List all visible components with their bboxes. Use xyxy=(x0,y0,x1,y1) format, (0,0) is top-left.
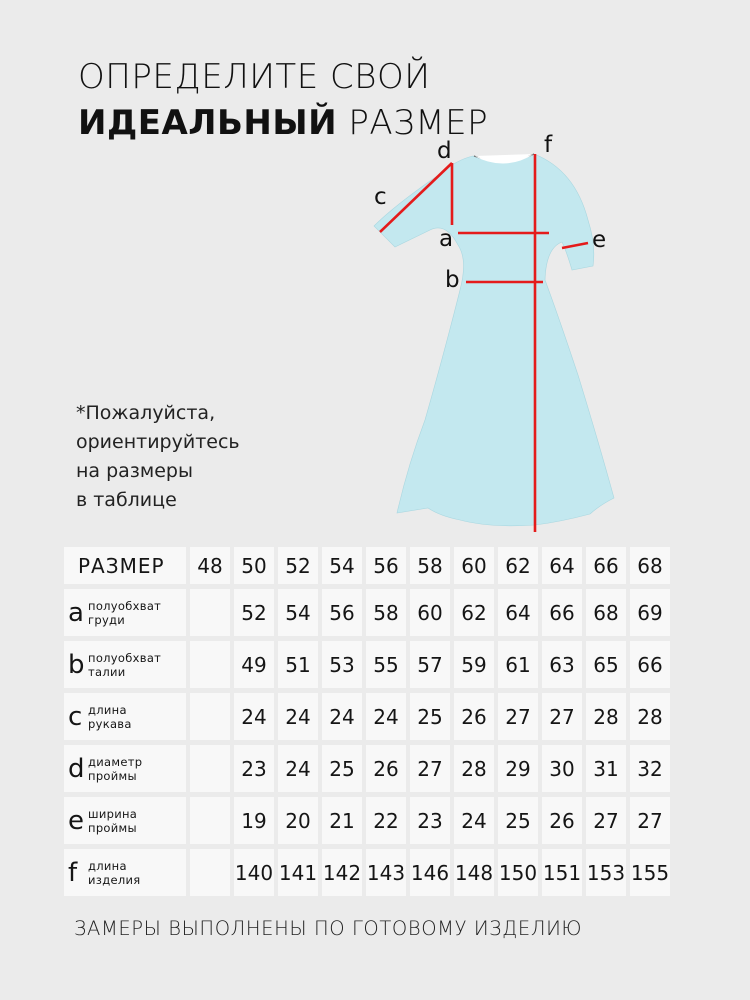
table-cell xyxy=(190,797,230,844)
table-cell: 27 xyxy=(586,797,626,844)
table-cell: 49 xyxy=(234,641,274,688)
size-table xyxy=(60,542,674,901)
table-row-c xyxy=(64,693,670,740)
table-cell: 57 xyxy=(410,641,450,688)
table-cell: 59 xyxy=(454,641,494,688)
title-line-1: ОПРЕДЕЛИТЕ СВОЙ xyxy=(78,57,431,97)
table-cell: 32 xyxy=(630,745,670,792)
table-row-b xyxy=(64,641,670,688)
table-cell: 65 xyxy=(586,641,626,688)
size-header-cell: 52 xyxy=(278,547,318,584)
desc-line: рукава xyxy=(88,716,132,731)
desc-line: длина xyxy=(88,702,127,717)
table-cell: 53 xyxy=(322,641,362,688)
table-cell: 23 xyxy=(234,745,274,792)
size-note xyxy=(76,399,240,515)
table-cell: 23 xyxy=(410,797,450,844)
desc-line: длина xyxy=(88,858,127,873)
table-cell: 58 xyxy=(366,589,406,636)
table-cell: 28 xyxy=(454,745,494,792)
label-a: a xyxy=(439,226,454,252)
title-bold-word: ИДЕАЛЬНЫЙ xyxy=(78,103,338,143)
size-header-cell: 50 xyxy=(234,547,274,584)
table-cell: 25 xyxy=(322,745,362,792)
desc-line: ширина xyxy=(88,806,138,821)
table-cell: 66 xyxy=(542,589,582,636)
table-cell: 24 xyxy=(454,797,494,844)
table-cell: 55 xyxy=(366,641,406,688)
table-cell: 29 xyxy=(498,745,538,792)
label-c: c xyxy=(374,184,387,210)
desc-line: полуобхват xyxy=(88,650,162,665)
desc-line: диаметр xyxy=(88,754,143,769)
note-line: на размеры xyxy=(76,460,193,482)
table-cell: 143 xyxy=(366,849,406,896)
size-header-cell: 64 xyxy=(542,547,582,584)
row-label xyxy=(64,589,186,636)
desc-line: груди xyxy=(88,612,126,627)
label-f: f xyxy=(544,132,553,158)
table-cell: 66 xyxy=(630,641,670,688)
table-cell: 27 xyxy=(542,693,582,740)
row-label xyxy=(64,641,186,688)
table-cell: 28 xyxy=(630,693,670,740)
row-letter: f xyxy=(68,857,78,888)
table-cell xyxy=(190,589,230,636)
table-cell: 62 xyxy=(454,589,494,636)
desc-line: полуобхват xyxy=(88,598,162,613)
table-cell: 28 xyxy=(586,693,626,740)
table-cell: 27 xyxy=(410,745,450,792)
label-b: b xyxy=(445,267,460,293)
size-header-cell: 56 xyxy=(366,547,406,584)
title-regular-word: РАЗМЕР xyxy=(348,103,489,143)
table-cell xyxy=(190,641,230,688)
desc-line: проймы xyxy=(88,820,137,835)
table-cell: 153 xyxy=(586,849,626,896)
table-row-f xyxy=(64,849,670,896)
size-header-cell: 68 xyxy=(630,547,670,584)
size-header-cell: 62 xyxy=(498,547,538,584)
row-letter: a xyxy=(68,597,84,628)
table-cell: 25 xyxy=(410,693,450,740)
row-description xyxy=(88,807,137,835)
row-letter: c xyxy=(68,701,83,732)
table-row-a xyxy=(64,589,670,636)
table-cell: 27 xyxy=(630,797,670,844)
row-description xyxy=(88,651,161,679)
table-cell: 19 xyxy=(234,797,274,844)
table-row-d xyxy=(64,745,670,792)
desc-line: талии xyxy=(88,664,126,679)
table-cell xyxy=(190,849,230,896)
table-cell: 146 xyxy=(410,849,450,896)
dress-measurement-diagram xyxy=(360,130,640,540)
desc-line: проймы xyxy=(88,768,137,783)
table-cell: 20 xyxy=(278,797,318,844)
table-cell: 51 xyxy=(278,641,318,688)
size-header-cell: 66 xyxy=(586,547,626,584)
row-label xyxy=(64,849,186,896)
row-label xyxy=(64,693,186,740)
table-cell: 22 xyxy=(366,797,406,844)
table-cell: 24 xyxy=(322,693,362,740)
row-label xyxy=(64,745,186,792)
note-line: *Пожалуйста, xyxy=(76,402,216,424)
row-letter: d xyxy=(68,753,85,784)
table-cell: 142 xyxy=(322,849,362,896)
table-cell: 24 xyxy=(278,693,318,740)
table-cell: 26 xyxy=(366,745,406,792)
note-line: ориентируйтесь xyxy=(76,431,240,453)
size-header-cell: 54 xyxy=(322,547,362,584)
table-cell: 60 xyxy=(410,589,450,636)
label-d: d xyxy=(437,138,452,164)
table-cell: 26 xyxy=(454,693,494,740)
table-cell: 24 xyxy=(366,693,406,740)
dress-shape xyxy=(374,154,614,526)
table-cell: 52 xyxy=(234,589,274,636)
table-cell: 24 xyxy=(278,745,318,792)
table-cell: 64 xyxy=(498,589,538,636)
row-letter: b xyxy=(68,649,85,680)
table-cell: 30 xyxy=(542,745,582,792)
size-header-cell: 58 xyxy=(410,547,450,584)
table-cell: 21 xyxy=(322,797,362,844)
desc-line: изделия xyxy=(88,872,141,887)
label-e: e xyxy=(592,227,607,253)
row-description xyxy=(88,755,142,783)
row-description xyxy=(88,859,140,887)
row-description xyxy=(88,703,132,731)
table-cell: 27 xyxy=(498,693,538,740)
note-line: в таблице xyxy=(76,489,177,511)
dress-illustration xyxy=(360,130,640,540)
table-cell xyxy=(190,745,230,792)
size-table-header xyxy=(64,547,670,584)
table-cell: 31 xyxy=(586,745,626,792)
row-description xyxy=(88,599,161,627)
table-row-e xyxy=(64,797,670,844)
table-cell: 69 xyxy=(630,589,670,636)
table-cell: 26 xyxy=(542,797,582,844)
table-cell: 24 xyxy=(234,693,274,740)
table-cell: 61 xyxy=(498,641,538,688)
footer-note: ЗАМЕРЫ ВЫПОЛНЕНЫ ПО ГОТОВОМУ ИЗДЕЛИЮ xyxy=(74,917,583,940)
table-cell: 56 xyxy=(322,589,362,636)
table-cell: 148 xyxy=(454,849,494,896)
row-letter: e xyxy=(68,805,84,836)
size-header-label: РАЗМЕР xyxy=(64,547,186,584)
table-cell: 25 xyxy=(498,797,538,844)
row-label xyxy=(64,797,186,844)
table-cell: 141 xyxy=(278,849,318,896)
table-cell: 68 xyxy=(586,589,626,636)
table-cell: 155 xyxy=(630,849,670,896)
table-cell: 150 xyxy=(498,849,538,896)
table-cell: 63 xyxy=(542,641,582,688)
table-cell: 140 xyxy=(234,849,274,896)
table-cell: 151 xyxy=(542,849,582,896)
size-header-cell: 48 xyxy=(190,547,230,584)
table-cell: 54 xyxy=(278,589,318,636)
size-header-cell: 60 xyxy=(454,547,494,584)
table-cell xyxy=(190,693,230,740)
